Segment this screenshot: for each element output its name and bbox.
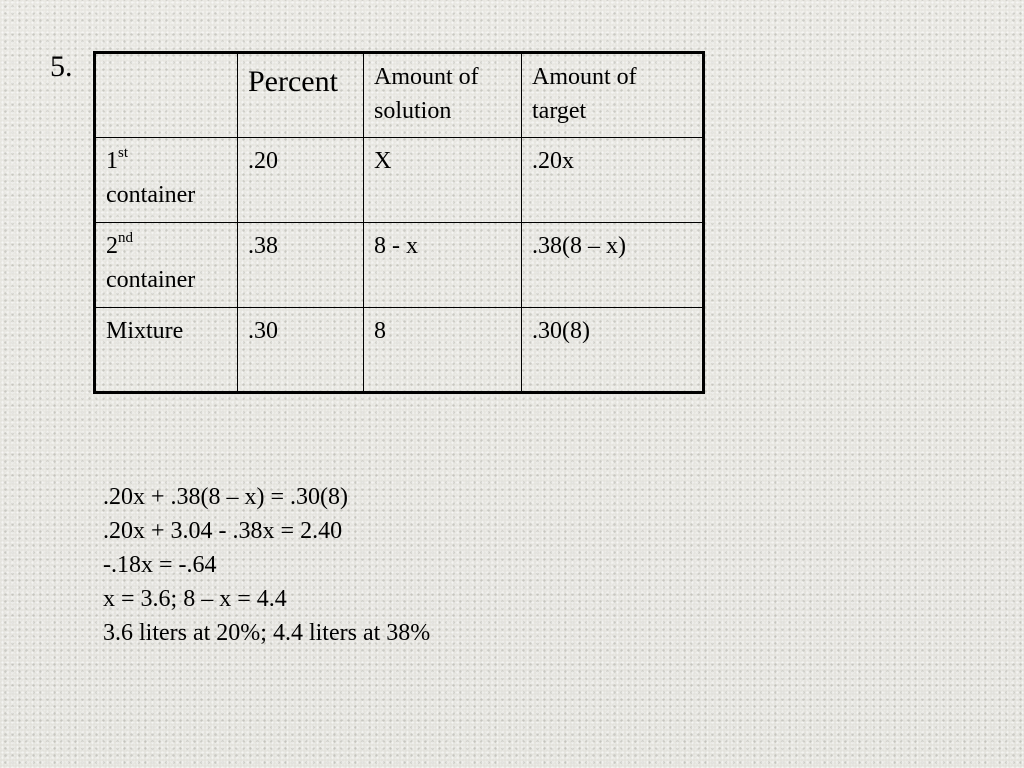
- header-percent: Percent: [238, 53, 364, 138]
- header-amount-of-solution: Amount of solution: [364, 53, 522, 138]
- table-row: [95, 138, 704, 223]
- answer-line: 3.6 liters at 20%; 4.4 liters at 38%: [103, 620, 431, 646]
- amount-cell: X: [364, 138, 522, 223]
- amount-cell: 8 - x: [364, 223, 522, 308]
- row-label-number: 1: [106, 148, 118, 174]
- equation-line: -.18x = -.64: [103, 552, 217, 578]
- percent-cell: .30: [238, 308, 364, 393]
- row-label-number: 2: [106, 233, 118, 259]
- amount-cell: 8: [364, 308, 522, 393]
- row-label: [95, 138, 238, 223]
- row-label-text: container: [106, 267, 196, 293]
- percent-cell: .20: [238, 138, 364, 223]
- row-label-ordinal: st: [118, 145, 129, 161]
- equation-line: .20x + .38(8 – x) = .30(8): [103, 484, 349, 510]
- header-empty-cell: [95, 53, 238, 138]
- header-amount-of-target: Amount of target: [522, 53, 704, 138]
- percent-cell: .38: [238, 223, 364, 308]
- equation-line: .20x + 3.04 - .38x = 2.40: [103, 518, 343, 544]
- row-label-text: container: [106, 182, 196, 208]
- row-label-ordinal: nd: [118, 230, 133, 246]
- table-row: [95, 308, 704, 393]
- equation-line: x = 3.6; 8 – x = 4.4: [103, 586, 287, 612]
- row-label-text: Mixture: [106, 318, 184, 344]
- target-cell: .38(8 – x): [522, 223, 704, 308]
- row-label: [95, 308, 238, 393]
- table-header-row: [95, 53, 704, 138]
- table-row: [95, 223, 704, 308]
- target-cell: .30(8): [522, 308, 704, 393]
- target-cell: .20x: [522, 138, 704, 223]
- row-label: [95, 223, 238, 308]
- solution-steps: [103, 480, 430, 650]
- mixture-table: [93, 51, 705, 394]
- slide-number: 5.: [50, 50, 73, 83]
